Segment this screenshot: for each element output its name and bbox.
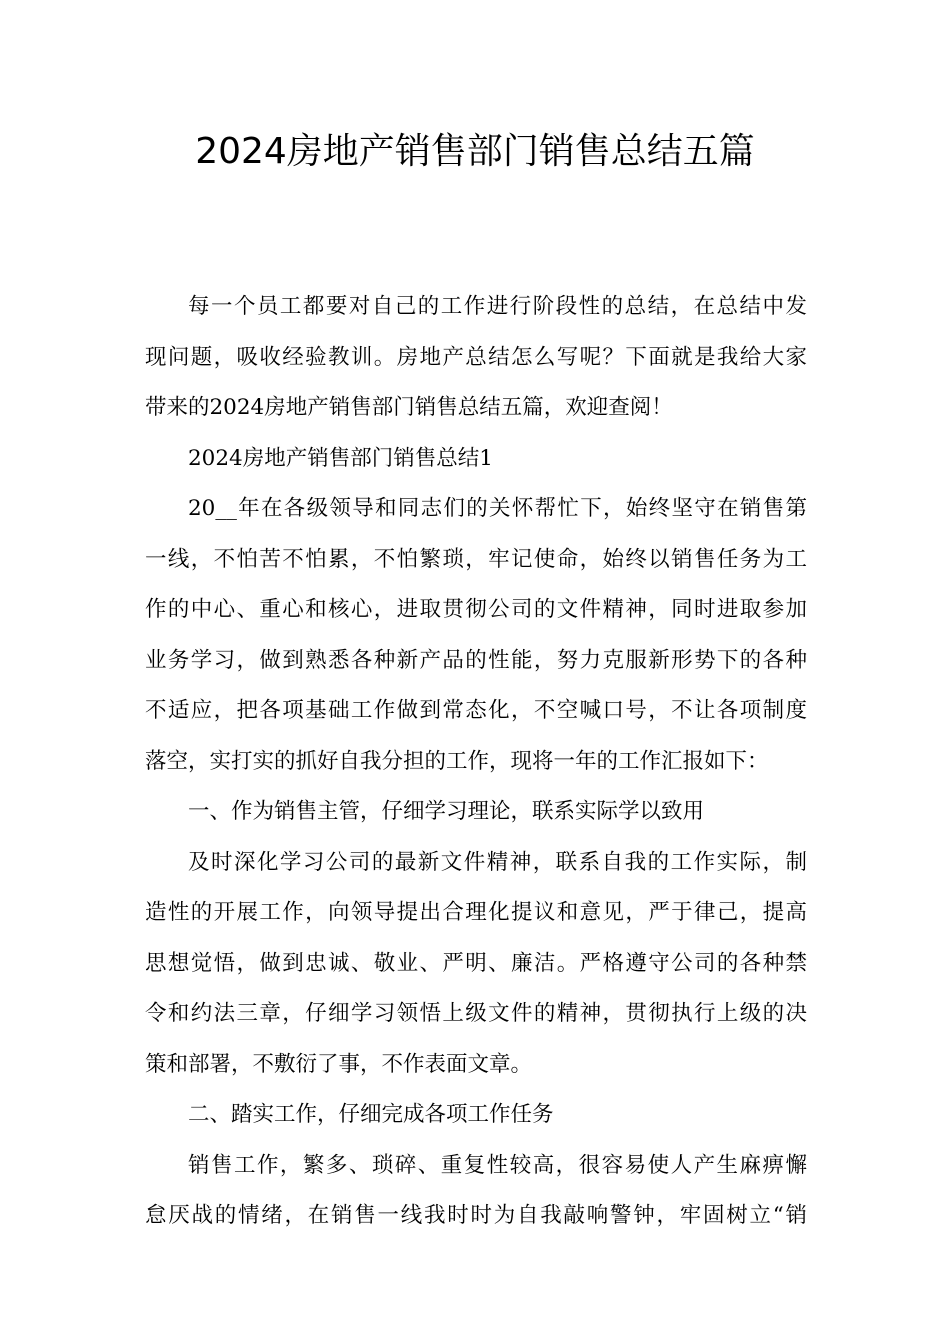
- paragraph-line: 落空，实打实的抓好自我分担的工作，现将一年的工作汇报如下：: [145, 748, 769, 774]
- intro-line: 现问题，吸收经验教训。房地产总结怎么写呢？下面就是我给大家: [145, 344, 807, 370]
- paragraph-line: 20__年在各级领导和同志们的关怀帮忙下，始终坚守在销售第: [188, 496, 807, 521]
- document-body: [145, 282, 807, 1242]
- paragraph-line: 销售工作，繁多、琐碎、重复性较高，很容易使人产生麻痹懈: [188, 1152, 807, 1178]
- paragraph-line: 一线，不怕苦不怕累，不怕繁琐，牢记使命，始终以销售任务为工: [145, 546, 807, 572]
- subheading-1: 一、作为销售主管，仔细学习理论，联系实际学以致用: [188, 799, 705, 824]
- document-title: 2024房地产销售部门销售总结五篇: [195, 131, 755, 172]
- paragraph-line: 策和部署，不敷衍了事，不作表面文章。: [145, 1051, 533, 1077]
- paragraph-line: 及时深化学习公司的最新文件精神，联系自我的工作实际，制: [188, 849, 807, 875]
- paragraph-line: 不适应，把各项基础工作做到常态化，不空喊口号，不让各项制度: [145, 698, 807, 723]
- paragraph-line: 造性的开展工作，向领导提出合理化提议和意见，严于律己，提高: [145, 900, 807, 925]
- paragraph-line: 业务学习，做到熟悉各种新产品的性能，努力克服新形势下的各种: [145, 647, 807, 673]
- paragraph-1: [145, 484, 807, 787]
- intro-paragraph: [145, 282, 807, 434]
- subheading-2: 二、踏实工作，仔细完成各项工作任务: [188, 1102, 554, 1127]
- section-title: 2024房地产销售部门销售总结1: [188, 445, 493, 471]
- paragraph-line: 作的中心、重心和核心，进取贯彻公司的文件精神，同时进取参加: [145, 597, 807, 622]
- paragraph-line: 怠厌战的情绪，在销售一线我时时为自我敲响警钟，牢固树立“销: [145, 1203, 807, 1228]
- intro-line: 带来的2024房地产销售部门销售总结五篇，欢迎查阅！: [145, 395, 673, 420]
- paragraph-2: [145, 838, 807, 1091]
- intro-line: 每一个员工都要对自己的工作进行阶段性的总结，在总结中发: [188, 294, 807, 319]
- paragraph-3: [145, 1141, 807, 1242]
- paragraph-line: 思想觉悟，做到忠诚、敬业、严明、廉洁。严格遵守公司的各种禁: [145, 950, 807, 976]
- paragraph-line: 令和约法三章，仔细学习领悟上级文件的精神，贯彻执行上级的决: [145, 1001, 807, 1026]
